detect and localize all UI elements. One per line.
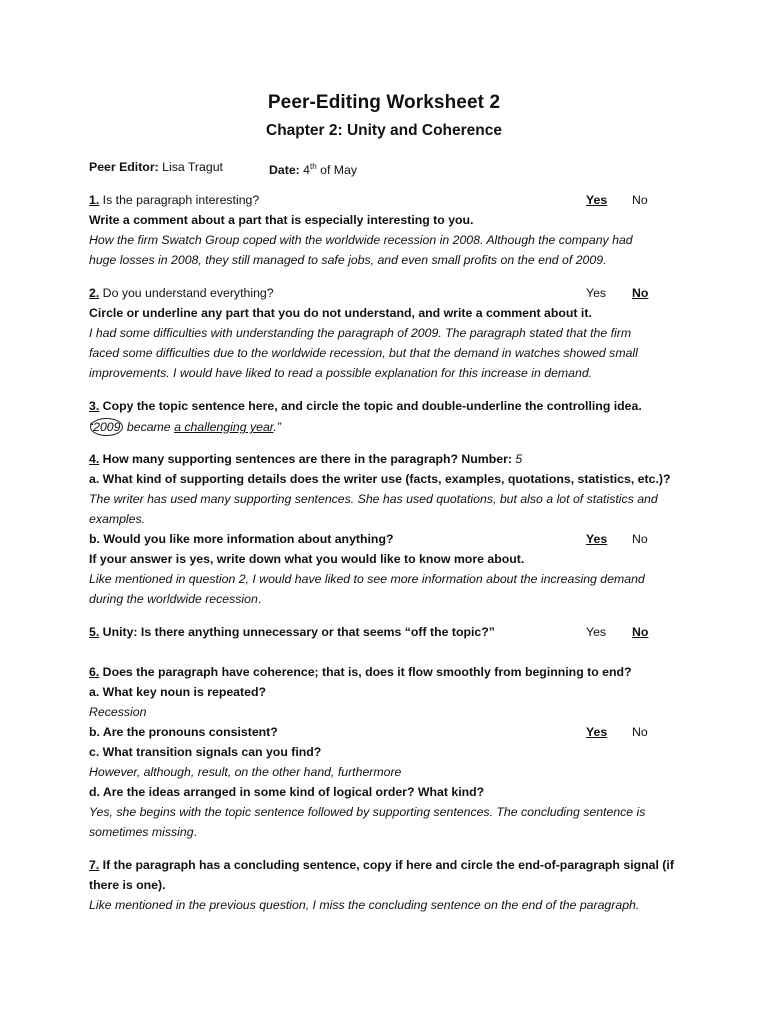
- q4b-answer-line-2-wrap: [89, 591, 261, 607]
- q6a-answer: Recession: [89, 705, 147, 719]
- q6b-question: b. Are the pronouns consistent?: [89, 725, 278, 739]
- date-line: [269, 159, 357, 178]
- q4-question: [89, 451, 522, 467]
- q7-question-line-1: [89, 857, 674, 873]
- q3-answer-middle: became: [123, 420, 175, 434]
- q3-question: [89, 398, 642, 414]
- q6c-answer: However, although, result, on the other hand, furthermore: [89, 765, 402, 779]
- q3-quote-open: “: [89, 420, 94, 434]
- q6b-yes-option: Yes: [586, 725, 608, 739]
- q2-question: [89, 285, 274, 301]
- q4b-question: b. Would you like more information about anything?: [89, 532, 394, 546]
- page-subtitle: Chapter 2: Unity and Coherence: [266, 122, 502, 139]
- q2-no-option: No: [632, 286, 649, 300]
- q2-yes-option: Yes: [586, 286, 607, 300]
- q4-number: 4.: [89, 452, 100, 466]
- date-day: 4: [303, 163, 311, 178]
- date-suffix: th: [310, 162, 317, 171]
- q5-text: Unity: Is there anything unnecessary or that seems “off the topic?”: [99, 625, 495, 639]
- q6-text: Does the paragraph have coherence; that is, does it flow smoothly from beginning to end?: [99, 665, 632, 679]
- q4b-answer-period: .: [257, 592, 262, 606]
- q6b-no-option: No: [632, 725, 648, 739]
- q3-text: Copy the topic sentence here, and circle the topic and double-underline the controlling idea.: [99, 399, 642, 413]
- q4-number-answer: 5: [515, 452, 523, 466]
- q7-number: 7.: [89, 858, 100, 872]
- q4a-answer-line-1: The writer has used many supporting sentences. She has used quotations, but also a lot of statistics and: [89, 492, 658, 506]
- q3-quote-close: .”: [273, 420, 281, 434]
- q6d-answer-line-1: Yes, she begins with the topic sentence followed by supporting sentences. The concluding sentence is: [89, 805, 646, 819]
- q1-answer-line-1: How the firm Swatch Group coped with the worldwide recession in 2008. Although the company had: [89, 233, 633, 247]
- q4a-answer-line-2: examples.: [89, 512, 146, 526]
- q6d-answer-line-2: sometimes missing: [89, 825, 194, 839]
- q2-answer-line-3: improvements. I would have liked to read a possible explanation for this increase in demand.: [89, 366, 593, 380]
- q3-answer: [89, 418, 281, 436]
- q4b-no-option: No: [632, 532, 648, 546]
- q1-yes-option: Yes: [586, 193, 608, 207]
- q2-text: Do you understand everything?: [99, 286, 274, 300]
- q3-number: 3.: [89, 399, 100, 413]
- q6-number: 6.: [89, 665, 100, 679]
- date-label: Date:: [269, 163, 300, 178]
- q1-instruction: Write a comment about a part that is especially interesting to you.: [89, 213, 474, 227]
- q5-no-option: No: [632, 625, 649, 639]
- q6a-question: a. What key noun is repeated?: [89, 685, 266, 699]
- date-month: of May: [316, 163, 358, 178]
- q6d-question: d. Are the ideas arranged in some kind of logical order? What kind?: [89, 785, 485, 799]
- q1-no-option: No: [632, 193, 648, 207]
- q2-answer-line-1: I had some difficulties with understanding the paragraph of 2009. The paragraph stated that the firm: [89, 326, 632, 340]
- page-title: Peer-Editing Worksheet 2: [267, 92, 501, 113]
- peer-editor-label: Peer Editor:: [89, 160, 159, 174]
- q1-answer-line-2: huge losses in 2008, they still managed to safe jobs, and even small profits on the end of 2009.: [89, 253, 607, 267]
- q2-number: 2.: [89, 286, 100, 300]
- q4a-question: a. What kind of supporting details does the writer use (facts, examples, quotations, statistics, etc.)?: [89, 472, 671, 486]
- q4b-yes-option: Yes: [586, 532, 608, 546]
- q4b-answer-line-2: during the worldwide recession: [89, 592, 258, 606]
- q2-instruction: Circle or underline any part that you do not understand, and write a comment about it.: [89, 306, 592, 320]
- q6-question: [89, 664, 632, 680]
- q4b-instruction: If your answer is yes, write down what you would like to know more about.: [89, 552, 525, 566]
- peer-editor-line: [89, 159, 223, 175]
- q5-question: [89, 624, 495, 640]
- q4b-answer-line-1: Like mentioned in question 2, I would have liked to see more information about the increasing demand: [89, 572, 645, 586]
- q1-text: Is the paragraph interesting?: [99, 193, 260, 207]
- q2-answer-line-2: faced some difficulties due to the worldwide recession, but that the demand in watches showed small: [89, 346, 638, 360]
- q1-question: [89, 192, 259, 208]
- q6c-question: c. What transition signals can you find?: [89, 745, 322, 759]
- q7-text-1: If the paragraph has a concluding sentence, copy if here and circle the end-of-paragraph signal (if: [99, 858, 674, 872]
- q5-yes-option: Yes: [586, 625, 607, 639]
- q7-question-line-2: there is one).: [89, 878, 166, 892]
- q6d-answer-line-2-wrap: [89, 824, 197, 840]
- q6d-answer-period: .: [193, 825, 197, 839]
- q3-controlling-idea: a challenging year: [174, 420, 274, 434]
- q4-text: How many supporting sentences are there in the paragraph? Number:: [99, 452, 516, 466]
- peer-editor-name: Lisa Tragut: [162, 160, 223, 174]
- q5-number: 5.: [89, 625, 100, 639]
- q7-answer: Like mentioned in the previous question, I miss the concluding sentence on the end of the paragraph.: [89, 898, 640, 912]
- q3-circled-topic: 2009: [90, 418, 123, 436]
- q1-number: 1.: [89, 193, 100, 207]
